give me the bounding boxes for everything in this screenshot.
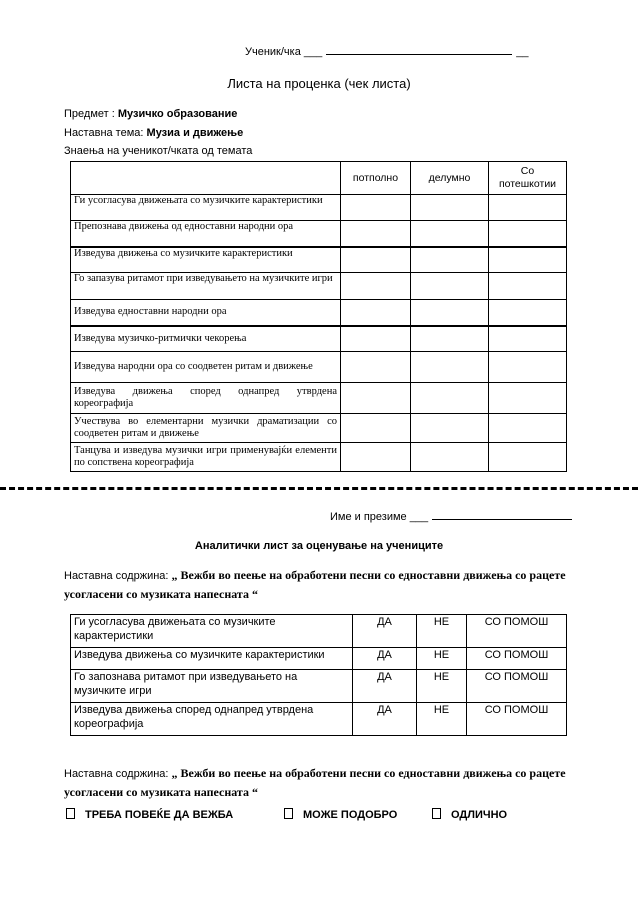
option-no[interactable]: НЕ <box>417 648 467 670</box>
name-line: Име и презиме ___ <box>330 509 572 523</box>
check-cell[interactable] <box>489 300 567 326</box>
bottom-lesson-content: Наставна содржина: „ Вежби во пеење на обработени песни со едноставни движења со рацете усогласени со музиката напесната “ <box>64 766 566 799</box>
analytic-sheet-title: Аналитички лист за оценување на учениците <box>194 540 444 552</box>
check-cell[interactable] <box>341 352 411 383</box>
column-header-difficulty: Со потешкотии <box>489 162 567 195</box>
criterion-cell: Ги усогласува движењата со музичките карактеристики <box>71 195 341 221</box>
check-cell[interactable] <box>489 247 567 273</box>
check-cell[interactable] <box>489 195 567 221</box>
check-cell[interactable] <box>411 352 489 383</box>
rating-can-better[interactable]: МОЖЕ ПОДОБРО <box>284 808 397 821</box>
criterion-cell: Изведува народни ора со соодветен ритам и движење <box>71 352 341 383</box>
check-cell[interactable] <box>341 326 411 352</box>
criterion-cell: Изведува едноставни народни ора <box>71 300 341 326</box>
checkbox-icon[interactable] <box>432 808 441 819</box>
lesson-content-text: „ Вежби во пеење на обработени песни со едноставни движења со рацете усогласени со музиката напесната “ <box>64 568 566 601</box>
lesson-content: Наставна содржина: „ Вежби во пеење на обработени песни со едноставни движења со рацете усогласени со музиката напесната “ <box>64 568 566 601</box>
criterion-cell: Танцува и изведува музички игри применувајќи елементи по сопствена кореографија <box>71 443 341 472</box>
check-cell[interactable] <box>411 414 489 443</box>
checklist-header-blank <box>71 162 341 195</box>
column-header-full: потполно <box>341 162 411 195</box>
check-cell[interactable] <box>341 273 411 300</box>
criterion-cell: Изведува движења со музичките карактеристики <box>71 247 341 273</box>
table-row <box>71 352 567 383</box>
option-with-help[interactable]: СО ПОМОШ <box>467 703 567 736</box>
check-cell[interactable] <box>489 383 567 414</box>
check-cell[interactable] <box>489 326 567 352</box>
student-name-field[interactable] <box>326 44 512 55</box>
check-cell[interactable] <box>341 195 411 221</box>
criterion-cell: Препознава движења од едноставни народни ора <box>71 221 341 247</box>
check-cell[interactable] <box>341 383 411 414</box>
subject-line: Предмет : Музичко образование <box>64 108 238 120</box>
option-yes[interactable]: ДА <box>353 670 417 703</box>
check-cell[interactable] <box>489 221 567 247</box>
criterion-cell: Го запознава ритамот при изведувањето на музичките игри <box>71 670 353 703</box>
criterion-cell: Го запазува ритамот при изведувањето на музичките игри <box>71 273 341 300</box>
option-yes[interactable]: ДА <box>353 615 417 648</box>
check-cell[interactable] <box>411 273 489 300</box>
rating-needs-practice[interactable]: ТРЕБА ПОВЕЌЕ ДА ВЕЖБА <box>66 808 233 821</box>
check-cell[interactable] <box>411 195 489 221</box>
table-row <box>71 443 567 472</box>
table-row <box>71 221 567 247</box>
table-row <box>71 195 567 221</box>
check-cell[interactable] <box>411 300 489 326</box>
criterion-cell: Изведува музичко-ритмички чекорења <box>71 326 341 352</box>
table-row <box>71 648 567 670</box>
table-row <box>71 300 567 326</box>
name-field[interactable] <box>432 509 572 520</box>
knowledge-label: Знаења на ученикот/чката од темата <box>64 145 253 157</box>
criterion-cell: Изведува движења со музичките карактеристики <box>71 648 353 670</box>
table-row <box>71 247 567 273</box>
column-header-partial: делумно <box>411 162 489 195</box>
check-cell[interactable] <box>489 414 567 443</box>
option-with-help[interactable]: СО ПОМОШ <box>467 615 567 648</box>
check-cell[interactable] <box>411 221 489 247</box>
table-row <box>71 703 567 736</box>
table-row <box>71 273 567 300</box>
check-cell[interactable] <box>489 352 567 383</box>
option-no[interactable]: НЕ <box>417 703 467 736</box>
checkbox-icon[interactable] <box>284 808 293 819</box>
criterion-cell: Изведува движења според однапред утврдена кореографија <box>71 383 341 414</box>
cut-line-divider <box>0 487 638 490</box>
check-cell[interactable] <box>411 326 489 352</box>
page-title: Листа на проценка (чек листа) <box>227 76 411 91</box>
option-yes[interactable]: ДА <box>353 703 417 736</box>
check-cell[interactable] <box>411 443 489 472</box>
check-cell[interactable] <box>341 247 411 273</box>
rating-excellent[interactable]: ОДЛИЧНО <box>432 808 507 821</box>
option-no[interactable]: НЕ <box>417 615 467 648</box>
criterion-cell: Изведува движења според однапред утврдена кореографија <box>71 703 353 736</box>
checklist-header-row <box>71 162 567 195</box>
check-cell[interactable] <box>411 247 489 273</box>
check-cell[interactable] <box>489 273 567 300</box>
check-cell[interactable] <box>411 383 489 414</box>
check-cell[interactable] <box>341 300 411 326</box>
table-row <box>71 414 567 443</box>
criterion-cell: Учествува во елементарни музички драматизации со соодветен ритам и движење <box>71 414 341 443</box>
table-row <box>71 615 567 648</box>
analytic-table <box>70 614 567 736</box>
check-cell[interactable] <box>341 221 411 247</box>
topic-line: Наставна тема: Музиа и движење <box>64 127 244 139</box>
bottom-lesson-content-text: „ Вежби во пеење на обработени песни со едноставни движења со рацете усогласени со музиката напесната “ <box>64 766 566 799</box>
student-name-line: Ученик/чка ___ __ <box>245 46 529 58</box>
table-row <box>71 670 567 703</box>
option-with-help[interactable]: СО ПОМОШ <box>467 648 567 670</box>
table-row <box>71 383 567 414</box>
check-cell[interactable] <box>341 443 411 472</box>
check-cell[interactable] <box>341 414 411 443</box>
option-yes[interactable]: ДА <box>353 648 417 670</box>
criterion-cell: Ги усогласува движењата со музичките карактеристики <box>71 615 353 648</box>
option-no[interactable]: НЕ <box>417 670 467 703</box>
option-with-help[interactable]: СО ПОМОШ <box>467 670 567 703</box>
checkbox-icon[interactable] <box>66 808 75 819</box>
table-row <box>71 326 567 352</box>
checklist-table <box>70 161 567 472</box>
check-cell[interactable] <box>489 443 567 472</box>
